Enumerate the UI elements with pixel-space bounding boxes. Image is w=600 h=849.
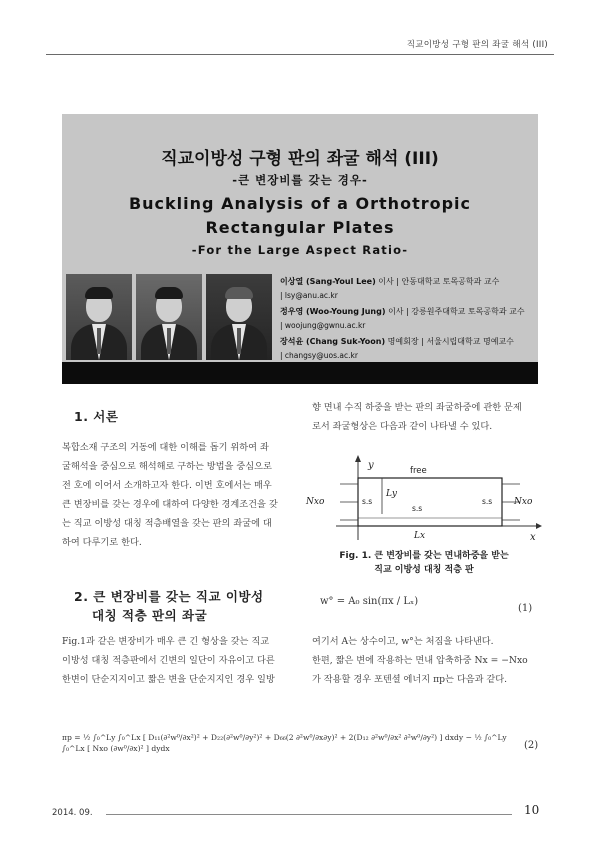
footer-rule	[106, 814, 512, 815]
figure-label-lx: Lx	[414, 531, 426, 541]
figure-label-nxo-right: Nxo	[514, 497, 533, 507]
page-number: 10	[524, 803, 540, 817]
figure-label-ss-bottom: s.s	[412, 504, 423, 513]
right-bottom-line: 여기서 A는 상수이고, w°는 처짐을 나타낸다.	[312, 636, 494, 647]
title-box	[62, 114, 538, 384]
y-axis-arrow	[355, 455, 361, 462]
section2-line: 이방성 대칭 적층판에서 긴변의 일단이 자유이고 다른	[62, 655, 275, 666]
author-photo-1	[66, 274, 132, 360]
author-1-name: 이상열 (Sang-Youl Lee)	[280, 277, 376, 286]
right-top-paragraph	[312, 398, 544, 436]
author-1-affiliation: 이사 | 안동대학교 토목공학과 교수	[378, 277, 500, 286]
right-bottom-line: 가 작용할 경우 포텐셜 에너지 πp는 다음과 같다.	[312, 674, 508, 685]
author-photo-2	[136, 274, 202, 360]
section1-paragraph	[62, 438, 294, 552]
running-header: 직교이방성 구형 판의 좌굴 해석 (III)	[406, 40, 548, 50]
figure-label-ss-right: s.s	[482, 497, 493, 506]
equation-2: πp = ½ ∫₀^Ly ∫₀^Lx [ D₁₁(∂²w⁰/∂x²)² + D₂₂(∂²w⁰/∂y²)² + D₆₆(2 ∂²w⁰/∂x∂y)² + 2(D₁₂ ∂²w⁰/∂x² ∂²w⁰/∂y²) ] dxdy − ½ ∫₀^Ly ∫₀^Lx [ Nxo (∂w⁰/∂x)² ] dydx	[62, 733, 507, 753]
section1-line: 하여 다루기로 한다.	[62, 537, 142, 548]
section1-heading: 1. 서론	[74, 409, 119, 424]
figure-label-ly: Ly	[386, 489, 397, 499]
figure-label-ss-left: s.s	[362, 497, 373, 506]
figure-label-free: free	[410, 466, 427, 476]
equation-2-number: (2)	[524, 740, 539, 751]
right-bottom-paragraph	[312, 632, 544, 689]
x-axis-arrow	[536, 523, 542, 529]
title-english-subtitle: -For the Large Aspect Ratio-	[191, 243, 409, 257]
section1-line: 는 직교 이방성 대칭 적층배열을 갖는 판의 좌굴에 대	[62, 518, 272, 529]
author-photo-3	[206, 274, 272, 360]
section2-line: Fig.1과 같은 변장비가 매우 큰 긴 형상을 갖는 직교	[62, 636, 270, 647]
section1-line: 전 호에 이어서 소개하고자 한다. 이번 호에서는 매우	[62, 480, 272, 491]
right-bottom-line: 한편, 짧은 변에 작용하는 면내 압축하중 Nx = −Nxo	[312, 655, 528, 666]
author-2	[280, 306, 525, 317]
title-english-line1: Buckling Analysis of a Orthotropic	[128, 194, 472, 213]
figure-label-nxo-left: Nxo	[306, 497, 325, 507]
section1-line: 복합소재 구조의 거동에 대한 이해를 돕기 위하여 좌	[62, 442, 269, 453]
author-2-affiliation: 이사 | 강릉원주대학교 토목공학과 교수	[388, 307, 525, 316]
author-2-name: 정우영 (Woo-Young Jung)	[280, 307, 386, 316]
section1-line: 굴해석을 중심으로 해석해로 구하는 방법을 중심으로	[62, 461, 272, 472]
author-3-affiliation: 명예회장 | 서울시립대학교 명예교수	[387, 337, 514, 346]
figure-caption-line2: 직교 이방성 대칭 적층 판	[374, 565, 474, 575]
equation-1-number: (1)	[518, 603, 533, 614]
equation-1: w° = A₀ sin(πx / Lₓ)	[320, 596, 419, 607]
author-1	[280, 276, 499, 287]
right-top-line: 향 면내 수직 하중을 받는 판의 좌굴하중에 관한 문제	[312, 402, 522, 413]
author-3	[280, 336, 514, 347]
section2-heading-line1: 2. 큰 변장비를 갖는 직교 이방성	[74, 589, 264, 604]
section2-heading-line2: 대칭 적층 판의 좌굴	[92, 608, 208, 623]
figure-1-diagram	[304, 452, 544, 544]
figure-caption-line1: Fig. 1. 큰 변장비를 갖는 면내하중을 받는	[339, 551, 509, 561]
section2-paragraph	[62, 632, 294, 689]
right-top-line: 로서 좌굴형상은 다음과 같이 나타낼 수 있다.	[312, 421, 493, 432]
title-korean-subtitle: -큰 변장비를 갖는 경우-	[232, 173, 368, 187]
figure-label-x: x	[530, 532, 536, 543]
author-2-email: | woojung@gwnu.ac.kr	[280, 321, 366, 330]
author-3-name: 장석윤 (Chang Suk-Yoon)	[280, 337, 386, 346]
author-3-email: | changsy@uos.ac.kr	[280, 351, 358, 360]
footer-date: 2014. 09.	[52, 808, 93, 818]
figure-label-y: y	[368, 460, 374, 471]
title-korean: 직교이방성 구형 판의 좌굴 해석 (III)	[161, 149, 439, 169]
section1-line: 큰 변장비를 갖는 경우에 대하여 다양한 경계조건을 갖	[62, 499, 278, 510]
title-footer-band	[62, 362, 538, 384]
header-rule	[46, 54, 554, 55]
plate-rect	[358, 478, 502, 526]
author-1-email: | lsy@anu.ac.kr	[280, 291, 338, 300]
section2-line: 한변이 단순지지이고 짧은 변을 단순지지인 경우 일방	[62, 674, 275, 685]
title-english-line2: Rectangular Plates	[205, 218, 395, 237]
